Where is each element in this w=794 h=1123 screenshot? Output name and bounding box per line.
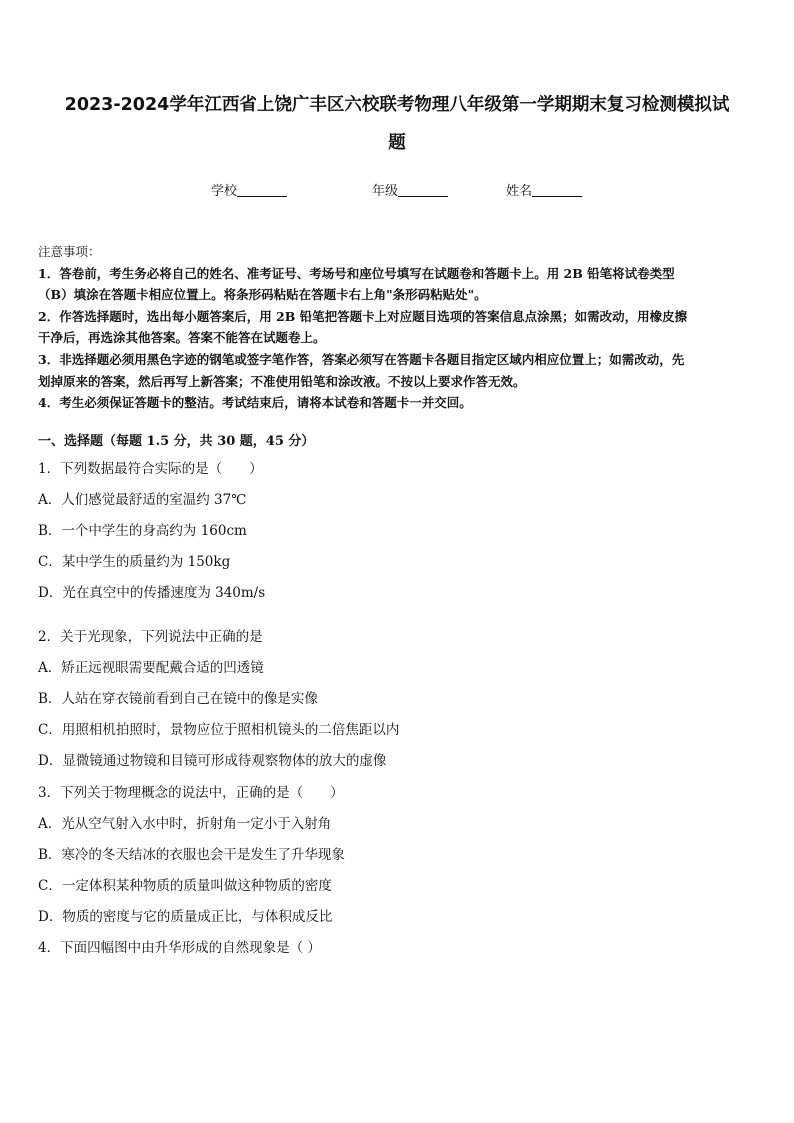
grade-field (372, 180, 448, 199)
question-option: B．人站在穿衣镜前看到自己在镜中的像是实像 (38, 691, 318, 707)
school-blank[interactable] (237, 183, 287, 197)
notice-item: 干净后，再选涂其他答案。答案不能答在试题卷上。 (38, 330, 326, 346)
notice-item: （B）填涂在答题卡相应位置上。将条形码粘贴在答题卡右上角"条形码粘贴处"。 (38, 287, 487, 303)
grade-blank[interactable] (398, 183, 448, 197)
question-option: B．一个中学生的身高约为 160cm (38, 523, 247, 539)
question-option: B．寒冷的冬天结冰的衣服也会干是发生了升华现象 (38, 847, 345, 863)
name-field (506, 180, 582, 199)
notice-heading: 注意事项： (38, 244, 101, 259)
school-label: 学校 (211, 184, 238, 199)
question-option: A．光从空气射入水中时，折射角一定小于入射角 (38, 816, 332, 832)
question-option: C．一定体积某种物质的质量叫做这种物质的密度 (38, 878, 332, 894)
question-option: A．人们感觉最舒适的室温约 37℃ (38, 492, 247, 508)
question-option: A．矫正远视眼需要配戴合适的凹透镜 (38, 660, 264, 676)
notice-item: 1．答卷前，考生务必将自己的姓名、准考证号、考场号和座位号填写在试题卷和答题卡上。用 2B 铅笔将试卷类型 (38, 265, 675, 281)
question-option: D．物质的密度与它的质量成正比，与体积成反比 (38, 909, 333, 925)
question-option: D．光在真空中的传播速度为 340m/s (38, 585, 266, 601)
name-blank[interactable] (532, 183, 582, 197)
notice-item: 划掉原来的答案，然后再写上新答案；不准使用铅笔和涂改液。不按以上要求作答无效。 (38, 373, 526, 389)
notice-block (38, 241, 760, 414)
exam-title (40, 86, 754, 162)
name-label: 姓名 (506, 184, 533, 199)
question-stem: 4．下面四幅图中由升华形成的自然现象是（ ） (38, 940, 321, 956)
exam-title-line1: 2023-2024学年江西省上饶广丰区六校联考物理八年级第一学期期末复习检测模拟试 (64, 95, 730, 115)
school-field (211, 180, 287, 199)
question-stem: 2．关于光现象，下列说法中正确的是 (38, 629, 263, 645)
question-stem: 1．下列数据最符合实际的是（ ） (38, 461, 263, 477)
question-option: C．用照相机拍照时，景物应位于照相机镜头的二倍焦距以内 (38, 722, 400, 738)
notice-item: 4．考生必须保证答题卡的整洁。考试结束后，请将本试卷和答题卡一并交回。 (38, 395, 472, 411)
notice-item: 2．作答选择题时，选出每小题答案后，用 2B 铅笔把答题卡上对应题目选项的答案信息点涂黑；如需改动，用橡皮擦 (38, 308, 688, 324)
grade-label: 年级 (372, 184, 399, 199)
question-option: D．显微镜通过物镜和目镜可形成待观察物体的放大的虚像 (38, 753, 387, 769)
exam-title-line2: 题 (388, 133, 406, 153)
question-option: C．某中学生的质量约为 150kg (38, 554, 231, 570)
notice-item: 3．非选择题必须用黑色字迹的钢笔或签字笔作答，答案必须写在答题卡各题目指定区域内相应位置上；如需改动，先 (38, 351, 685, 367)
section-heading: 一、选择题（每题 1.5 分，共 30 题，45 分） (38, 434, 315, 449)
question-stem: 3．下列关于物理概念的说法中，正确的是（ ） (38, 785, 344, 801)
